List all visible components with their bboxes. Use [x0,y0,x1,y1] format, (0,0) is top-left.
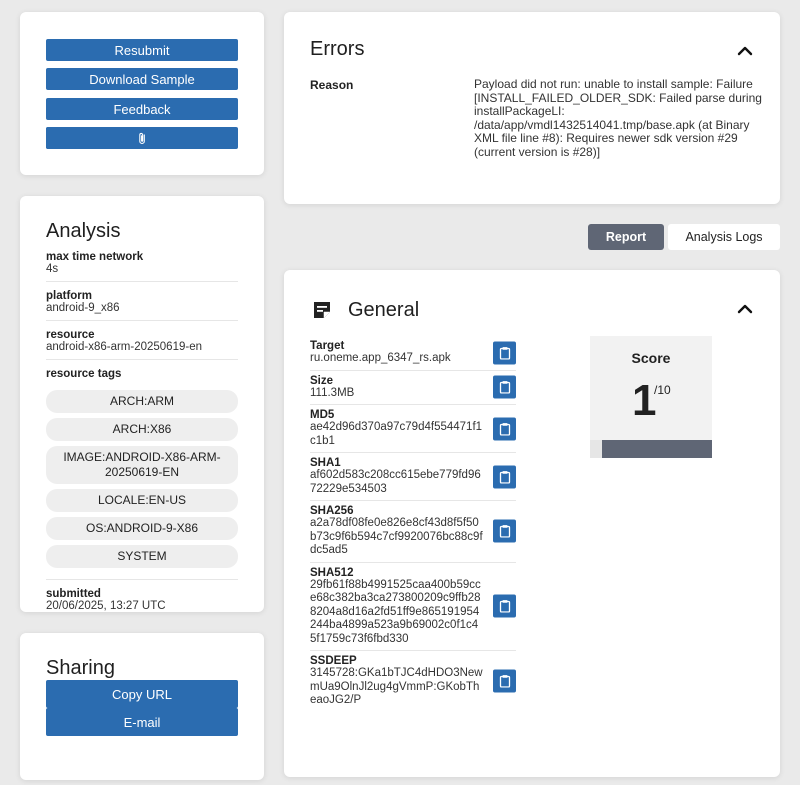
property-row [310,651,516,712]
resource-tags-label: resource tags [46,368,122,380]
property-value: 3145728:GKa1bTJC4dHDO3NewmUa9OlnJl2ug4gVmmP:GKobTheaoJG2/P [310,667,483,706]
analysis-fields [46,251,238,360]
clipboard-icon [499,470,511,483]
clipboard-icon [499,675,511,688]
feedback-button[interactable]: Feedback [46,98,238,120]
property-value: af602d583c208cc615ebe779fd9672229e534503 [310,469,481,495]
copy-to-clipboard-button[interactable] [493,465,516,488]
errors-title: Errors [310,38,365,60]
resource-tag: ARCH:X86 [46,418,238,441]
resource-tags-list [46,390,238,568]
property-row [310,371,516,406]
resource-tag: OS:ANDROID-9-X86 [46,517,238,540]
general-card [284,270,780,777]
tab-report[interactable]: Report [588,224,664,250]
collapse-errors-chevron-up-icon[interactable] [736,42,754,60]
copy-to-clipboard-button[interactable] [493,417,516,440]
property-value: ru.oneme.app_6347_rs.apk [310,352,451,364]
property-label: SSDEEP [310,655,357,667]
report-tabs [588,224,780,250]
copy-url-button[interactable]: Copy URL [46,680,238,708]
error-reason-label: Reason [310,78,354,92]
clipboard-icon [499,525,511,538]
property-label: SHA256 [310,505,354,517]
clipboard-icon [499,381,511,394]
attach-pcap-button[interactable] [46,127,238,149]
resubmit-button[interactable]: Resubmit [46,39,238,61]
analysis-field-value: android-x86-arm-20250619-en [46,341,238,360]
analysis-field-value: android-9_x86 [46,302,238,321]
actions-card [20,12,264,175]
property-value: 29fb61f88b4991525caa400b59cce68c382ba3ca273800209c9ffb288204a8d16a2fd51ff9e865191954244ba4899a523a9b69002c0f1c45f1759c73f6fbd330 [310,578,481,645]
analysis-field-label: resource [46,329,95,341]
score-bar-fill [590,440,602,458]
property-value: 111.3MB [310,386,355,399]
resource-tag: LOCALE:EN-US [46,489,238,512]
clipboard-icon [499,422,511,435]
resource-tags-section [46,368,238,580]
analysis-card [20,196,264,612]
collapse-general-chevron-up-icon[interactable] [736,300,754,318]
sharing-card [20,633,264,780]
score-bar [590,440,712,458]
score-label: Score [631,350,671,366]
property-row [310,405,516,453]
errors-card [284,12,780,204]
general-title: General [348,299,420,321]
file-properties-list [310,336,516,712]
score-denominator: /10 [654,383,671,397]
download-sample-button[interactable]: Download Sample [46,68,238,90]
property-row [310,563,516,652]
document-icon [312,300,332,320]
email-button[interactable]: E-mail [46,708,238,736]
copy-to-clipboard-button[interactable] [493,341,516,364]
tab-analysis-logs[interactable]: Analysis Logs [668,224,780,250]
property-value: ae42d96d370a97c79d4f554471f1c1b1 [310,421,483,447]
analysis-field-value: 4s [46,263,238,282]
property-row [310,501,516,563]
property-row [310,453,516,501]
copy-to-clipboard-button[interactable] [493,376,516,399]
score-value: 1 [632,376,657,425]
score-box [590,336,712,458]
property-row [310,336,516,371]
analysis-field-label: max time network [46,251,144,263]
copy-to-clipboard-button[interactable] [493,670,516,693]
resource-tag: IMAGE:ANDROID-X86-ARM-20250619-EN [46,446,238,484]
property-label: SHA1 [310,457,341,469]
submitted-label: submitted [46,588,101,600]
error-reason-text: Payload did not run: unable to install sample: Failure [INSTALL_FAILED_OLDER_SDK: Failed parse during installPackageLI: /data/app/vmdl1432514041.tmp/base.apk (at Binary XML file line #8): Requires newer sdk version #29 (current version is #28)] [474,77,762,159]
analysis-field-label: platform [46,290,92,302]
resource-tag: ARCH:ARM [46,390,238,413]
copy-to-clipboard-button[interactable] [493,595,516,618]
property-label: SHA512 [310,566,354,579]
property-label: Target [310,340,345,352]
resource-tag: SYSTEM [46,545,238,568]
property-label: MD5 [310,409,335,421]
copy-to-clipboard-button[interactable] [493,520,516,543]
clipboard-icon [499,600,511,613]
clipboard-icon [499,346,511,359]
paperclip-icon [138,132,147,145]
submitted-value: 20/06/2025, 13:27 UTC [46,600,166,612]
property-value: a2a78df08fe0e826e8cf43d8f5f50b73c9f6b594c7cf9920076bc88c9fdc5ad5 [310,517,483,556]
sharing-title: Sharing [46,657,115,679]
property-label: Size [310,374,334,387]
analysis-title: Analysis [46,220,121,242]
